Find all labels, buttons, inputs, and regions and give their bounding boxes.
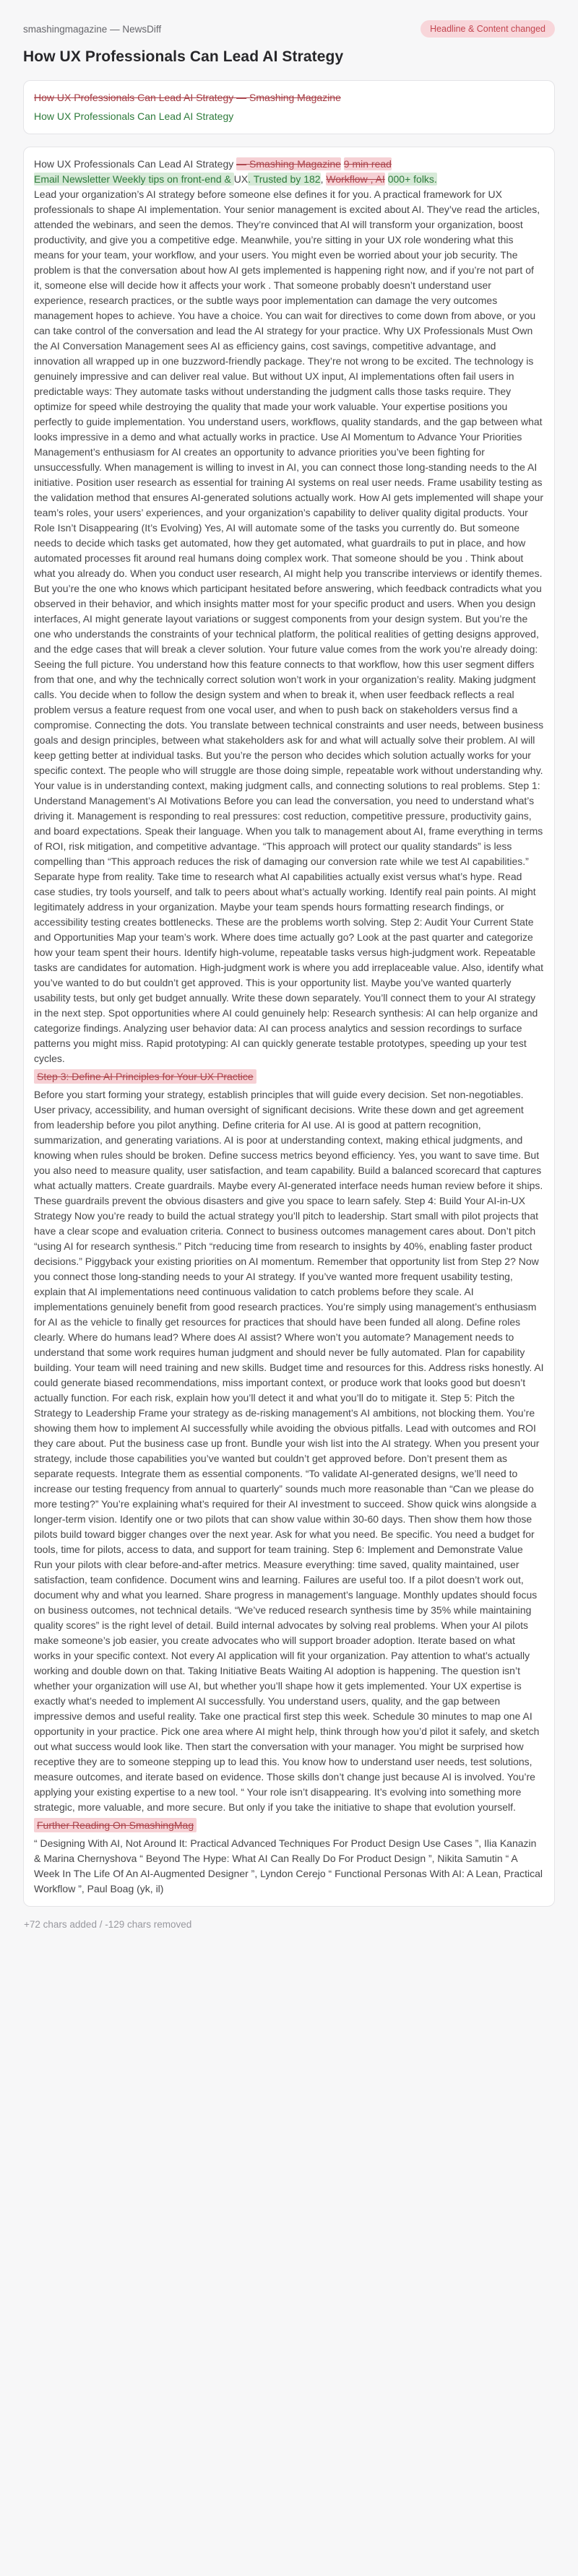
diff-segment-plain: , <box>320 173 327 186</box>
change-status-badge: Headline & Content changed <box>420 20 555 38</box>
diff-segment-plain: How UX Professionals Can Lead AI Strategy <box>34 158 237 170</box>
diff-stats: +72 chars added / -129 chars removed <box>24 1919 192 1931</box>
content-diff-card <box>23 147 555 1907</box>
diff-segment-removed: — Smashing Magazine <box>236 158 341 170</box>
diff-segment-plain: “ Designing With AI, Not Around It: Practical Advanced Techniques For Product Design Use Cases ”, Ilia Kanazin & Marina Chernyshova “ Beyond The Hype: What AI Can Really Do For Product Design ”, Nikita Samutin “ A Week In The Life Of An AI-Augmented Designer ”, Lyndon Cerejo “ Functional Personas With AI: A Lean, Practical Workflow ”, Paul Boag (yk, il) <box>34 1837 543 1895</box>
headline-removed-text: How UX Professionals Can Lead AI Strategy — Smashing Magazine <box>34 92 341 104</box>
diff-segment-removed: Step 3: Define AI Principles for Your UX Practice <box>34 1069 256 1084</box>
diff-segment-removed: Further Reading On SmashingMag <box>34 1818 197 1832</box>
page-title: How UX Professionals Can Lead AI Strategy <box>23 48 344 65</box>
diff-segment-added: 000+ folks. <box>387 173 437 186</box>
diff-segment-added: Email Newsletter Weekly tips on front-end & <box>34 173 234 186</box>
removed-paragraph <box>34 1818 544 1833</box>
diff-segment-plain: UX <box>233 173 249 186</box>
diff-segment-plain: Before you start forming your strategy, establish principles that will guide every decision. Set non-negotiables. User privacy, accessibility, and human oversight of significant decisions. Write these down and get agreement from leadership before you pilot anything. Define criteria for AI use. AI is good at pattern recognition, summarization, and generating variations. AI is poor at understanding context, making ethical judgments, and knowing when rules should be broken. Define success metrics beyond efficiency. Yes, you want to save time. But you also need to measure quality, user satisfaction, and team capability. Build a balanced scorecard that captures what actually matters. Create guardrails. Maybe every AI-generated interface needs human review before it ships. These guardrails prevent the obvious disasters and give you space to learn safely. Step 4: Build Your AI-in-UX Strategy Now you’re ready to build the actual strategy you’ll pitch to leadership. Start small with pilot projects that have a clear scope and evaluation criteria. Connect to business outcomes management cares about. Don’t pitch “using AI for research synthesis.” Pitch “reducing time from research to insights by 40%, enabling faster product decisions.” Piggyback your existing priorities on AI momentum. Remember that opportunity list from Step 2? Now you connect those long-standing needs to your AI strategy. If you’ve wanted more frequent usability testing, explain that AI implementations need continuous validation to catch problems before they scale. AI implementations genuinely benefit from good research practices. You’re simply using management’s enthusiasm for AI as the vehicle to finally get resources for practices that should have been funded all along. Define roles clearly. Where do humans lead? Where does AI assist? Where won’t you automate? Management needs to understand that some work requires human judgment and should never be fully automated. Plan for capability building. Your team will need training and new skills. Budget time and resources for this. Address risks honestly. AI could generate biased recommendations, miss important context, or produce work that looks good but doesn’t actually function. For each risk, explain how you’ll detect it and what you’ll do to mitigate it. Step 5: Pitch the Strategy to Leadership Frame your strategy as de-risking management’s AI ambitions, not blocking them. You’re showing them how to implement AI successfully while avoiding the obvious pitfalls. Lead with outcomes and ROI they care about. Put the business case up front. Bundle your wish list into the AI strategy. When you present your strategy, include those capabilities you’ve wanted but couldn’t get approved before. Don’t present them as separate requests. Integrate them as essential components. “To validate AI-generated designs, we’ll need to increase our testing frequency from annual to quarterly” sounds much more reasonable than “Can we please do more testing?” You’re explaining what’s required for their AI investment to succeed. Show quick wins alongside a longer-term vision. Identify one or two pilots that can show value within 30-60 days. Then show them how those pilots build toward bigger changes over the next year. Ask for what you need. Be specific. You need a budget for tools, time for pilots, access to data, and support for team training. Step 6: Implement and Demonstrate Value Run your pilots with clear before-and-after metrics. Measure everything: time saved, quality maintained, user satisfaction, team confidence. Document wins and learning. Failures are useful too. If a pilot doesn’t work out, document why and what you learned. Share progress in management’s language. Monthly updates should focus on business outcomes, not technical details. “We’ve reduced research synthesis time by 35% while maintaining quality scores” is the right level of detail. Build internal advocates by solving real problems. When your AI pilots make someone’s job easier, you create advocates who will support broader adoption. Iterate based on what works in your specific context. Not every AI application will fit your organization. Pay attention to what’s actually working and double down on that. Taking Initiative Beats Waiting AI adoption is happening. The question isn’t whether your organization will use AI, but whether you’ll shape how it gets implemented. Your UX expertise is exactly what’s needed to implement AI successfully. You understand users, quality, and the gap between impressive demos and useful reality. Take one practical first step this week. Schedule 30 minutes to map one AI opportunity in your practice. Pick one area where AI might help, think through how you’d pilot it safely, and sketch out what success would look like. Then start the conversation with your manager. You might be surprised how receptive they are to someone stepping up to lead this. You know how to understand user needs, test solutions, measure outcomes, and iterate based on evidence. Those skills don’t change just because AI is involved. You’re applying your existing expertise to a new tool. “ Your role isn’t disappearing. It’s evolving into something more strategic, more valuable, and more secure. But only if you take the initiative to shape that evolution yourself. <box>34 1089 544 1814</box>
headline-added-text: How UX Professionals Can Lead AI Strategy <box>34 110 234 123</box>
diff-segment-removed: 9 min read <box>343 158 392 170</box>
topbar <box>23 20 555 38</box>
diff-segment-added: . Trusted by 182 <box>248 173 321 186</box>
removed-paragraph <box>34 1069 544 1084</box>
diff-segment-plain: Lead your organization’s AI strategy before someone else defines it for you. A practical framework for UX professionals to shape AI implementation. Your senior management is excited about AI. They’ve read the articles, attended the webinars, and seen the demos. They’re convinced that AI will transform your organization, boost productivity, and give you a competitive edge. Meanwhile, you’re sitting in your UX role wondering what this means for your team, your workflow, and your users. You might even be worried about your job security. The problem is that the conversation about how AI gets implemented is happening right now, and if you’re not part of it, someone else will decide how it affects your work . That someone probably doesn’t understand user experience, research practices, or the subtle ways poor implementation can damage the very outcomes management hopes to achieve. You have a choice. You can wait for directives to come down from above, or you can take control of the conversation and lead the AI strategy for your practice. Why UX Professionals Must Own the AI Conversation Management sees AI as efficiency gains, cost savings, competitive advantage, and innovation all wrapped up in one buzzword-friendly package. They’re not wrong to be excited. The technology is genuinely impressive and can deliver real value. But without UX input, AI implementations often fail users in predictable ways: They automate tasks without understanding the judgment calls those tasks require. They optimize for speed while destroying the quality that made your work valuable. Your expertise positions you perfectly to guide implementation. You understand users, workflows, quality standards, and the gap between what looks impressive in a demo and what actually works in practice. Use AI Momentum to Advance Your Priorities Management’s enthusiasm for AI creates an opportunity to advance priorities you’ve been fighting for unsuccessfully. When management is willing to invest in AI, you can connect those long-standing needs to the AI initiative. Position user research as essential for training AI systems on real user needs. Frame usability testing as the validation method that ensures AI-generated solutions actually work. How AI gets implemented will shape your team’s roles, your users’ experiences, and your organization’s capability to deliver quality digital products. Your Role Isn’t Disappearing (It’s Evolving) Yes, AI will automate some of the tasks you currently do. But someone needs to decide which tasks get automated, how they get automated, what guardrails to put in place, and how automated processes fit around real humans doing complex work. That someone should be you . Think about what you already do. When you conduct user research, AI might help you transcribe interviews or identify themes. But you’re the one who knows which participant hesitated before answering, which feedback contradicts what you observed in their behavior, and which insights matter most for your specific product and users. When you design interfaces, AI might generate layout variations or suggest components from your design system. But you’re the one who understands the constraints of your technical platform, the political realities of getting designs approved, and the edge cases that will break a clever solution. Your future value comes from the work you’re already doing: Seeing the full picture. You understand how this feature connects to that workflow, how this user segment differs from that one, and why the technically correct solution won’t work in your organization’s reality. Making judgment calls. You decide when to follow the design system and when to break it, when user feedback reflects a real problem versus a feature request from one vocal user, and when to push back on stakeholders versus find a compromise. Connecting the dots. You translate between technical constraints and user needs, between business goals and design principles, between what stakeholders ask for and what will actually solve their problem. AI will keep getting better at individual tasks. But you’re the person who decides which solution actually works for your specific context. The people who will struggle are those doing simple, repeatable work without understanding why. Your value is in understanding context, making judgment calls, and connecting solutions to real problems. Step 1: Understand Management’s AI Motivations Before you can lead the conversation, you need to understand what’s driving it. Management is responding to real pressures: cost reduction, competitive pressure, productivity gains, and board expectations. Speak their language. When you talk to management about AI, frame everything in terms of ROI, risk mitigation, and competitive advantage. “This approach will protect our quality standards” is less compelling than “This approach reduces the risk of damaging our conversion rate while we test AI capabilities.” Separate hype from reality. Take time to research what AI capabilities actually exist versus what’s hype. Read case studies, try tools yourself, and talk to peers about what’s actually working. Identify real pain points. AI might legitimately address in your organization. Maybe your team spends hours formatting research findings, or accessibility testing creates bottlenecks. These are the problems worth solving. Step 2: Audit Your Current State and Opportunities Map your team’s work. Where does time actually go? Look at the past quarter and categorize how your team spent their hours. Identify high-volume, repeatable tasks versus high-judgment work. Repeatable tasks are candidates for automation. High-judgment work is where you add irreplaceable value. Also, identify what you’ve wanted to do but couldn’t get approved. This is your opportunity list. Maybe you’ve wanted quarterly usability tests, but only get budget annually. Write these down separately. You’ll connect them to your AI strategy in the next step. Spot opportunities where AI could genuinely help: Research synthesis: AI can help organize and categorize findings. Analyzing user behavior data: AI can process analytics and session recordings to surface patterns you might miss. Rapid prototyping: AI can quickly generate testable prototypes, speeding up your test cycles. <box>34 188 544 1065</box>
source-label: smashingmagazine — NewsDiff <box>23 23 162 35</box>
diff-segment-removed: Workflow , AI <box>326 173 385 186</box>
headline-diff-card <box>23 80 555 134</box>
